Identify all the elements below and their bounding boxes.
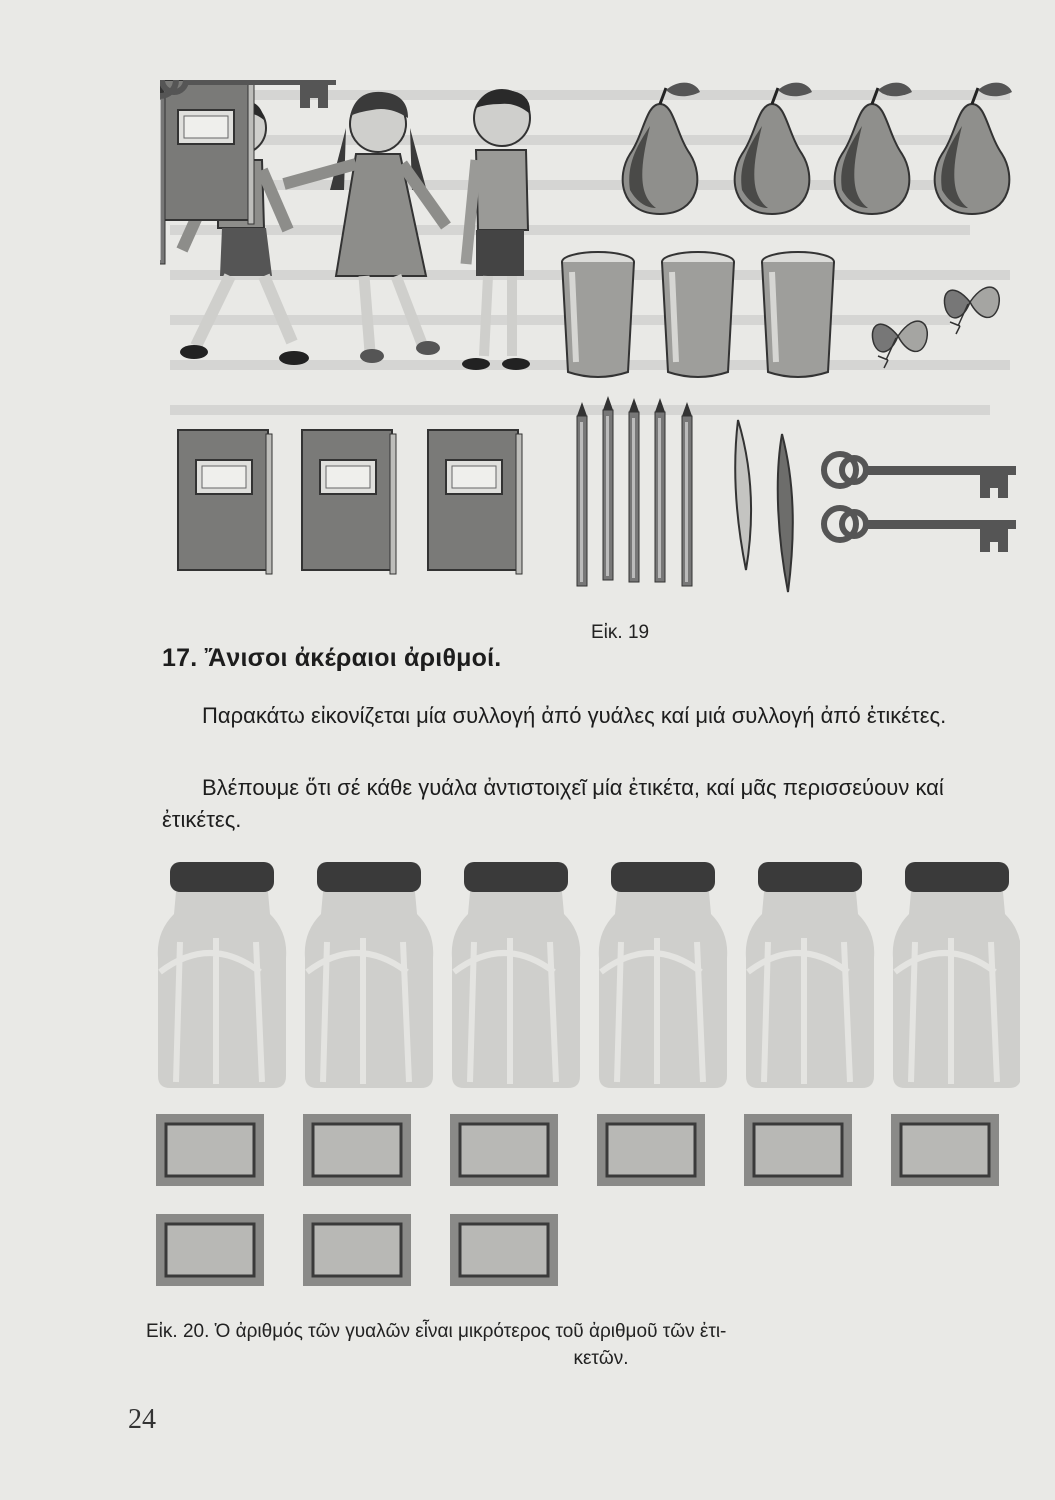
paragraph-1: Παρακάτω εἰκονίζεται μία συλλογή ἀπό γυάλες καί μιά συλλογή ἀπό ἐτικέτες. (202, 703, 947, 728)
label (156, 1214, 264, 1286)
label (450, 1214, 558, 1286)
jars-group (158, 862, 1020, 1088)
figure-20-caption-line-2: κετῶν. (573, 1348, 629, 1369)
figure-19-caption: Εἰκ. 19 (591, 622, 650, 643)
label (450, 1114, 558, 1186)
label (744, 1114, 852, 1186)
pens-group (735, 420, 793, 592)
label (303, 1214, 411, 1286)
figure-20-caption-line-1: Εἰκ. 20. Ὁ ἀριθμός τῶν γυαλῶν εἶναι μικρότερος τοῦ ἀριθμοῦ τῶν ἐτι- (146, 1321, 727, 1342)
jar (746, 862, 874, 1088)
page-number: 24 (128, 1404, 156, 1435)
jar (599, 862, 727, 1088)
label (303, 1114, 411, 1186)
child-girl (284, 92, 446, 363)
pears-group (160, 80, 1012, 214)
figure-20-caption (146, 1318, 1016, 1372)
jar (305, 862, 433, 1088)
paragraph-2: Βλέπουμε ὅτι σέ κάθε γυάλα ἀντιστοιχεῖ μία ἐτικέτα, καί μᾶς περισσεύουν καί ἐτικέτες. (162, 775, 944, 832)
figure-19-illustration (160, 80, 1020, 600)
section-heading: 17. Ἄνισοι ἀκέραιοι ἀριθμοί. (162, 644, 502, 672)
label (597, 1114, 705, 1186)
jar (158, 862, 286, 1088)
labels-group (156, 1114, 999, 1286)
jar (893, 862, 1020, 1088)
figure-20-illustration (150, 862, 1020, 1322)
child-boy-standing (462, 90, 530, 370)
label (156, 1114, 264, 1186)
jar (452, 862, 580, 1088)
label (891, 1114, 999, 1186)
